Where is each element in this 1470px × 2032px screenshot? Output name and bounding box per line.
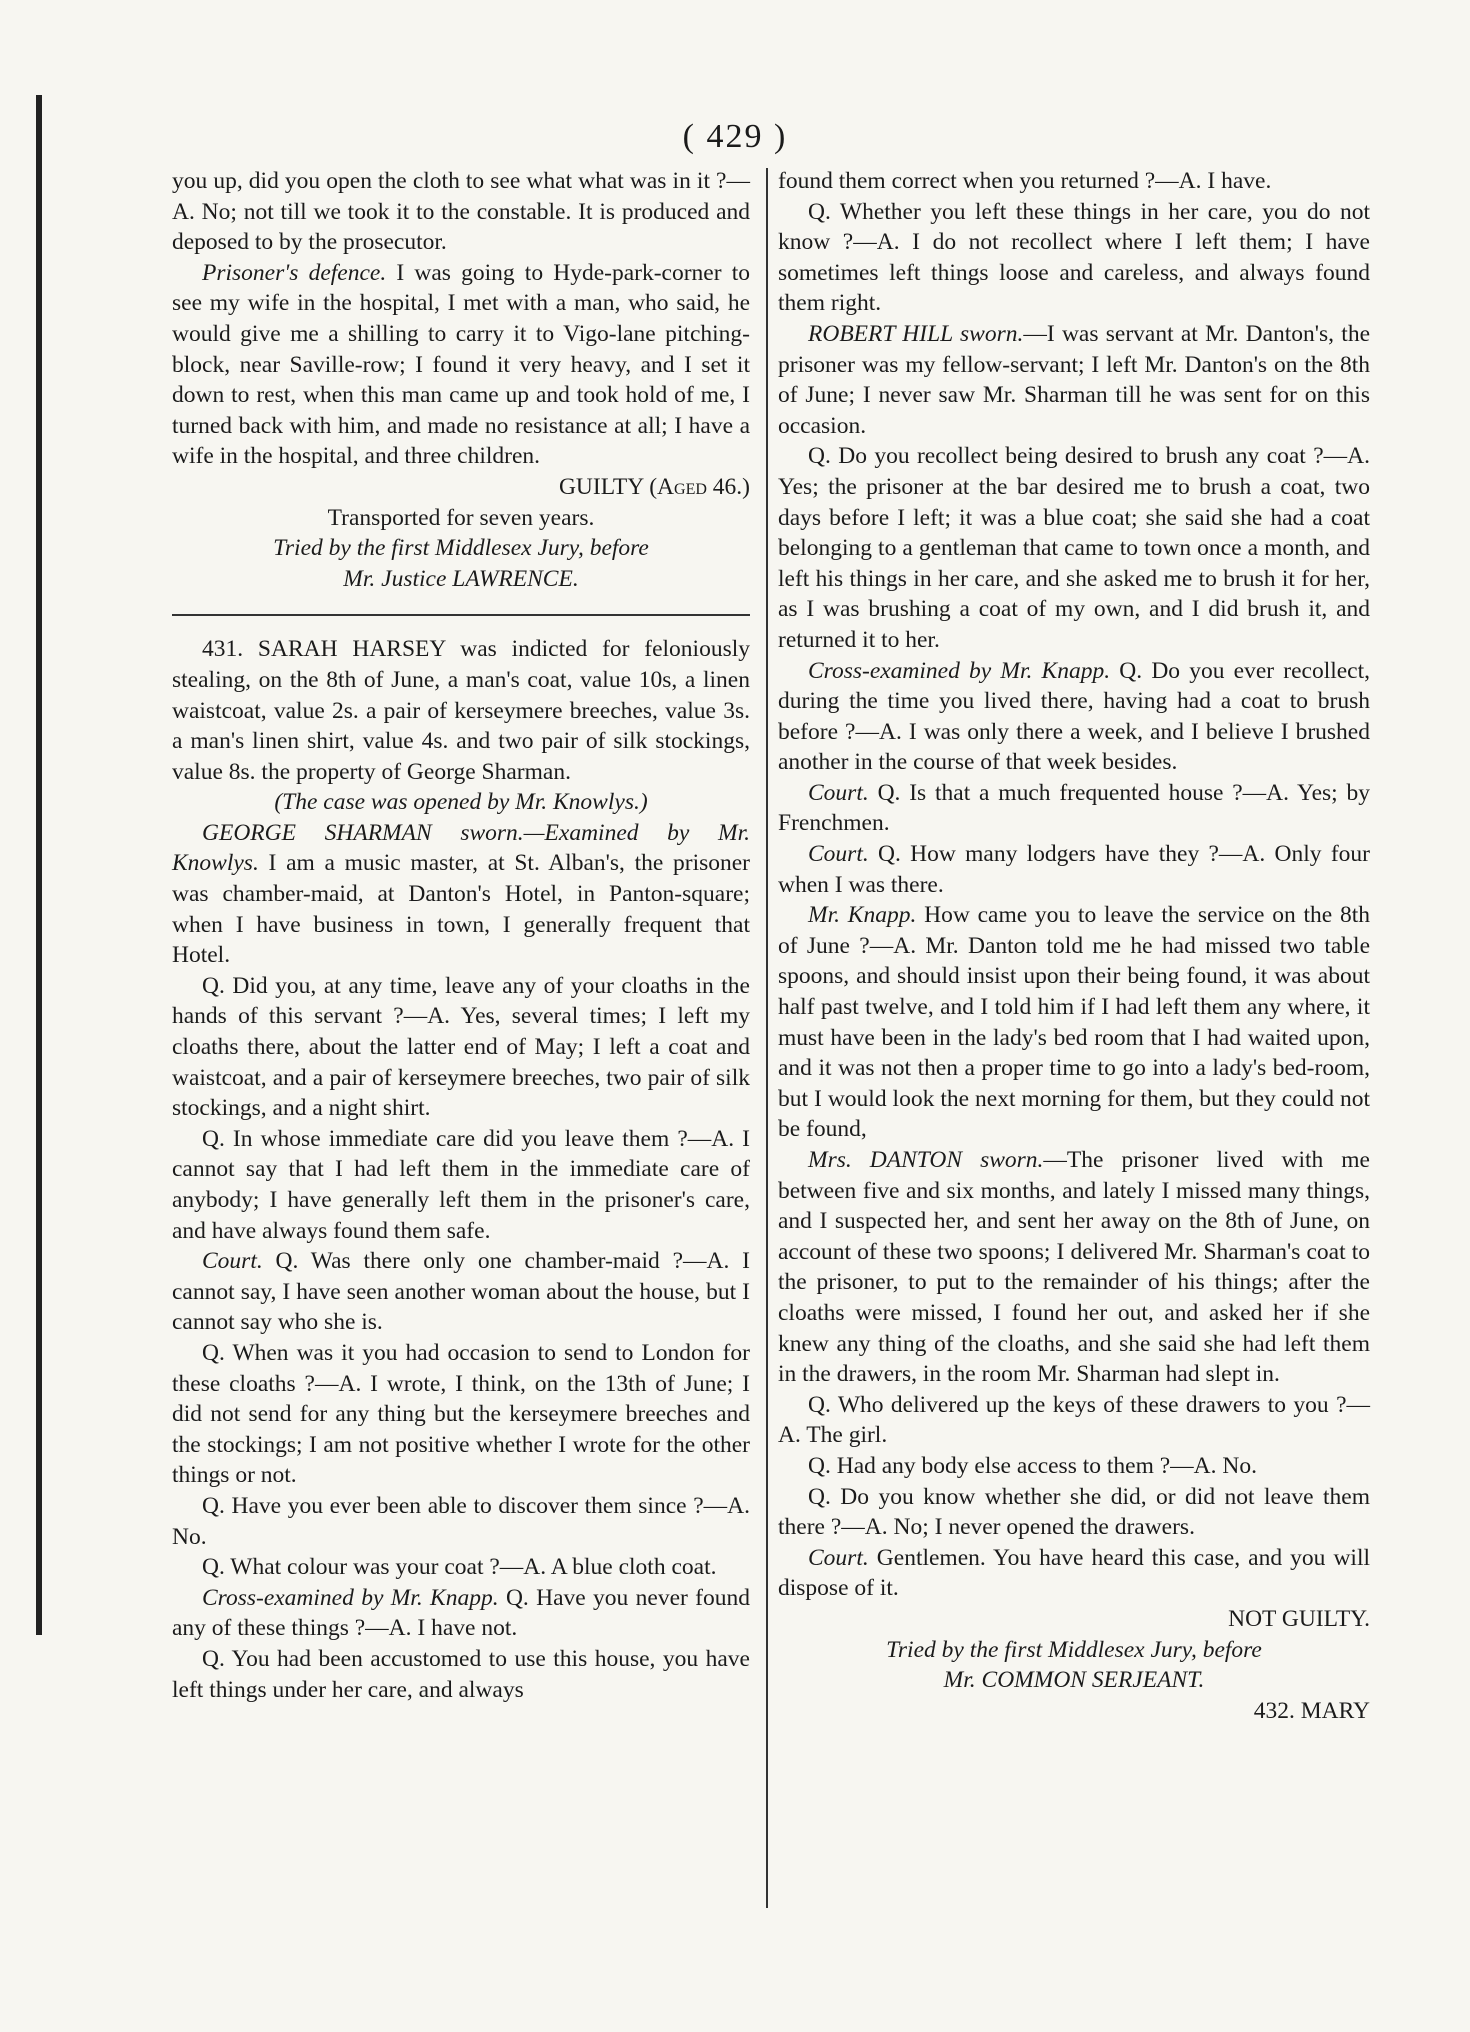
verdict-not-guilty: NOT GUILTY. [1228, 1605, 1370, 1632]
court-statement-text: Gentlemen. You have heard this case, and you will dispose of it. [778, 1544, 1370, 1602]
right-column [778, 166, 1370, 1726]
question-answer: Q. Did you, at any time, leave any of your cloaths in the hands of this servant ?—A. Yes, several times; I left my cloaths there, about the latter end of May; I left a coat and waistcoat, and a pair of kerseymere breeches, two pair of silk stockings, and a night shirt. [172, 972, 750, 1122]
court-question [778, 839, 1370, 900]
witness-danton [778, 1145, 1370, 1390]
knapp-question-text: How came you to leave the service on the 8th of June ?—A. Mr. Danton told me he had missed two table spoons, and should insist upon their being found, it was about half past twelve, and I told him if I had left them any where, it must have been in the lady's bed room that I had waited upon, and it was not then a proper time to go into a lady's bed-room, but I would look the next morning for them, but they could not be found, [778, 902, 1370, 1143]
page-number: ( 429 ) [682, 118, 788, 155]
court-question [778, 778, 1370, 839]
catchword: 432. MARY [1253, 1697, 1370, 1724]
witness-hill-text: —I was servant at Mr. Danton's, the prisoner was my fellow-servant; I left Mr. Danton's on the 8th of June; I never saw Mr. Sharman till he was sent for on this occasion. [778, 320, 1371, 439]
prisoner-defence [172, 258, 750, 472]
question-answer: Q. Have you ever been able to discover them since ?—A. No. [172, 1492, 750, 1550]
case-separator-rule [172, 614, 750, 616]
knapp-question [778, 900, 1370, 1145]
question-answer: Q. Whether you left these things in her care, you do not know ?—A. I do not recollect where I left them; I have sometimes left things loose and careless, and always found them right. [778, 198, 1370, 317]
court-label: Court. [202, 1248, 263, 1275]
witness-danton-text: —The prisoner lived with me between five and six months, and lately I missed many things, and I suspected her, and sent her away on the 8th of June, on account of these two spoons; I delivered Mr. Sharman's coat to the prisoner, to put to the remainder of his things; after the cloaths were missed, I found her out, and asked her if she knew any thing of the cloaths, and she said she had left them in the drawers, in the room Mr. Sharman had slept in. [778, 1147, 1370, 1388]
witness-sharman [172, 818, 750, 971]
tried-by-line-1: Tried by the first Middlesex Jury, before [886, 1636, 1262, 1663]
question-answer: Q. Had any body else access to them ?—A. No. [808, 1452, 1257, 1479]
cross-text: Q. Do you ever recollect, during the time you lived there, having had a coat to brush before ?—A. I was only there a week, and I believe I brushed another in the course of that week besides. [778, 657, 1371, 776]
verdict-guilty: GUILTY (Aged 46.) [558, 473, 750, 500]
continuation-text: found them correct when you returned ?—A. I have. [778, 168, 1272, 194]
left-column [172, 166, 750, 1705]
case-431-intro: 431. SARAH HARSEY was indicted for feloniously stealing, on the 8th of June, a man's coat, value 10s, a linen waistcoat, value 2s. a pair of kerseymere breeches, value 3s. a man's linen shirt, value 4s. and two pair of silk stockings, value 8s. the property of George Sharman. [172, 636, 750, 785]
prisoner-defence-text: I was going to Hyde-park-corner to see my wife in the hospital, I met with a man, who said, he would give me a shilling to carry it to Vigo-lane pitching-block, near Saville-row; I found it very heavy, and I set it down to rest, when this man came up and took hold of me, I turned back with him, and made no resistance at all; I have a wife in the hospital, and three children. [172, 259, 751, 470]
knapp-label: Mr. Knapp. [808, 902, 917, 929]
court-question-text: Q. Is that a much frequented house ?—A. Yes; by Frenchmen. [778, 779, 1371, 837]
court-statement [778, 1543, 1370, 1604]
tried-by-line-1: Tried by the first Middlesex Jury, before [273, 535, 649, 562]
column-divider [766, 168, 768, 1908]
continuation-text: you up, did you open the cloth to see what what was in it ?—A. No; not till we took it to the constable. It is produced and deposed to by the prosecutor. [172, 168, 750, 256]
tried-by-line-2: Mr. Justice LAWRENCE. [343, 565, 579, 592]
page-edge-rule [36, 95, 42, 1635]
witness-sharman-text: I am a music master, at St. Alban's, the prisoner was chamber-maid, at Danton's Hotel, in Panton-square; when I have business in town, I generally frequent that Hotel. [172, 850, 751, 969]
question-answer: Q. You had been accustomed to use this house, you have left things under her care, and always [172, 1645, 750, 1703]
witness-sharman-header: GEORGE SHARMAN sworn.—Examined by Mr. Knowlys. [172, 819, 750, 877]
cross-examination [778, 656, 1370, 778]
witness-hill [778, 319, 1370, 441]
question-answer: Q. What colour was your coat ?—A. A blue cloth coat. [202, 1554, 717, 1581]
witness-hill-header: ROBERT HILL sworn. [808, 320, 1024, 347]
case-opened-note: (The case was opened by Mr. Knowlys.) [274, 789, 648, 816]
question-answer: Q. When was it you had occasion to send to London for these cloaths ?—A. I wrote, I think, on the 13th of June; I did not send for any thing but the kerseymere breeches and the stockings; I am not positive whether I wrote for the other things or not. [172, 1339, 750, 1489]
tried-by-line-2: Mr. COMMON SERJEANT. [943, 1667, 1205, 1694]
court-label: Court. [808, 779, 869, 806]
question-answer: Q. Do you recollect being desired to brush any coat ?—A. Yes; the prisoner at the bar desired me to brush a coat, two days before I left; it was a blue coat; she said she had a coat belonging to a gentleman that came to town once a month, and left his things in her care, and she asked me to brush it for her, as I was brushing a coat of my own, and I did brush it, and returned it to her. [778, 443, 1370, 653]
cross-examination [172, 1583, 750, 1644]
sentence: Transported for seven years. [327, 504, 595, 531]
court-question-text: Q. How many lodgers have they ?—A. Only four when I was there. [778, 841, 1370, 898]
cross-label: Cross-examined by Mr. Knapp. [202, 1584, 499, 1611]
witness-danton-header: Mrs. DANTON sworn. [808, 1147, 1044, 1173]
cross-text: Q. Have you never found any of these things ?—A. I have not. [172, 1584, 751, 1642]
question-answer: Q. Who delivered up the keys of these drawers to you ?—A. The girl. [778, 1391, 1370, 1449]
court-question [172, 1246, 750, 1338]
court-label: Court. [808, 841, 869, 868]
question-answer: Q. Do you know whether she did, or did not leave them there ?—A. No; I never opened the drawers. [778, 1483, 1370, 1541]
court-question-text: Q. Was there only one chamber-maid ?—A. I cannot say, I have seen another woman about the house, but I cannot say who she is. [172, 1248, 751, 1336]
cross-label: Cross-examined by Mr. Knapp. [808, 657, 1111, 684]
prisoner-defence-label: Prisoner's defence. [202, 259, 387, 286]
court-label: Court. [808, 1544, 869, 1571]
question-answer: Q. In whose immediate care did you leave them ?—A. I cannot say that I had left them in the immediate care of anybody; I have generally left them in the prisoner's care, and have always found them safe. [172, 1125, 750, 1244]
